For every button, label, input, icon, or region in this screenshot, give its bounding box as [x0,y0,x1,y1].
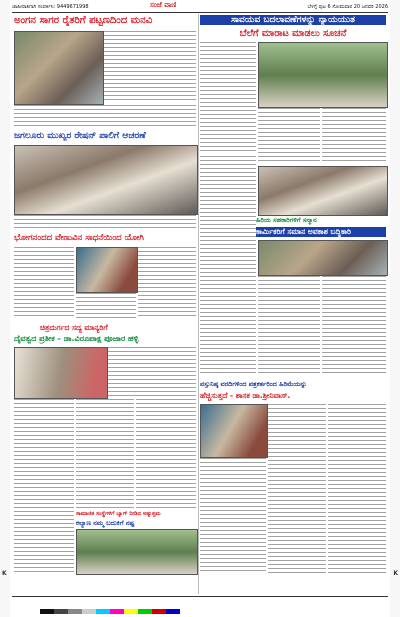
headline-3: ಭೋಗನಂದದ ವೇಣುವಿನ ಸಾಧನೆಯಿಂದ ಯೋಗಿ [14,233,144,243]
column-divider [198,14,199,594]
print-color-bar [40,609,180,614]
article-6-col1 [200,42,256,154]
headline-6b: ಬೆಲೆಗೆ ಮಾರಾಟ ಮಾಡಲು ಸೂಚನೆ [239,28,347,39]
headline-6a: ಸಾವಯವ ಬದಲಾವಣೆಗಳನ್ನು ನ್ಯಾಯಯುತ [200,15,386,25]
headline-1: ಅಂಗನ ಸಾಗರ ರೈತರಿಗೆ ಪಟ್ಟಣದಿಂದ ಮನವಿ [14,15,153,26]
article-8-col1 [200,458,266,574]
article-4-col1 [14,399,74,573]
photo-bags [76,529,198,575]
headline-7b: ಕಾರ್ಮಿಕರಿಗೆ ಸಮಾನ ಅವಕಾಶ ಬದ್ಧಿಕಾರಿ [256,227,386,237]
article-7-col1 [200,156,256,306]
headline-8a: ವಸ್ತುನಿಷ್ಠ ವರದಿಗಳಿಂದ ಪತ್ರಕರ್ತರಿಂದ ಹಿರಿಮೆಯನ್ನು [200,380,307,388]
article-4-col3 [136,399,196,509]
masthead-logo: ಸಂಜೆ ವಾಣಿ [150,1,177,9]
article-4-col2 [76,399,134,509]
photo-group-2 [14,145,198,215]
photo-journalists [200,404,268,458]
article-3-col2 [76,293,136,319]
article-3-col3 [138,247,196,319]
photo-award [14,347,108,399]
headline-2: ಜಗಲೂರು ಮುಖ್ಯರ ರೇಷನ್ ಪಾಲಿಗೆ ಆಚರಣೆ [14,131,146,141]
article-8-col2 [268,404,326,574]
photo-group-1 [14,31,104,105]
footer-rule [12,596,388,597]
photo-honour [258,166,388,216]
header-date: ಬೆಳಗ್ಗೆ ಪುಟ 6 ಸೋಮವಾರ 20 ಜನವರಿ 2026 [307,4,388,10]
photo-field [258,42,388,108]
article-6-col2 [258,108,320,164]
left-color-mark: K [2,570,7,577]
article-1-cont [14,105,196,129]
article-7-col1b [200,308,256,376]
headline-5b: ಕಲ್ಯಾಣ ನಮ್ಮ ಬದುಕಿಗೆ ನಷ್ಟ [76,519,135,527]
headline-4b: ದೈವತ್ವದ ಪ್ರತೀಕ - ಡಾ.ವಿರೂಪಾಕ್ಷ ಪೂಜಾರ ಹಳ್ಳಿ [14,334,139,343]
article-3-col1 [14,247,74,319]
article-6-col3 [322,108,386,164]
header-rule [12,12,388,13]
headline-8b: ಹೆಚ್ಚಿಸುತ್ತದೆ - ಶಾಸಕ ಡಾ.ಶ್ರೀನಿವಾಸ್. [200,391,291,400]
right-margin [390,0,400,617]
article-1-text [104,31,196,103]
photo-workers [258,240,388,276]
right-color-mark: K [393,570,398,577]
photo-yoga [76,247,138,293]
header-contact: ಜಾಹೀರಾತಿಗಾಗಿ ಸಂಪರ್ಕಿಸಿ: 9449671998 [12,4,89,10]
headline-4a: ಚಿತ್ರದುರ್ಗದ ಸದ್ಯ ಮಾನ್ಯರಿಗೆ [40,323,108,332]
headline-7a: ಹಿರಿಯ ಸಹಕಾರಿಗಳಿಗೆ ಸನ್ಮಾನ [256,216,317,224]
article-2-text [14,215,196,231]
left-margin [0,0,10,617]
article-4-text [108,347,196,397]
article-7-col3 [322,276,386,376]
article-7-col2 [258,276,320,376]
article-8-col3 [328,404,386,574]
headline-5a: ಸಾಮಾಜಿಕ ಸಂಸ್ಥೆಗಳಿಗೆ ಬ್ಯಾಗ್ ನೀಡಿದ ಅತ್ಯುತ್ತಮ [76,511,161,517]
